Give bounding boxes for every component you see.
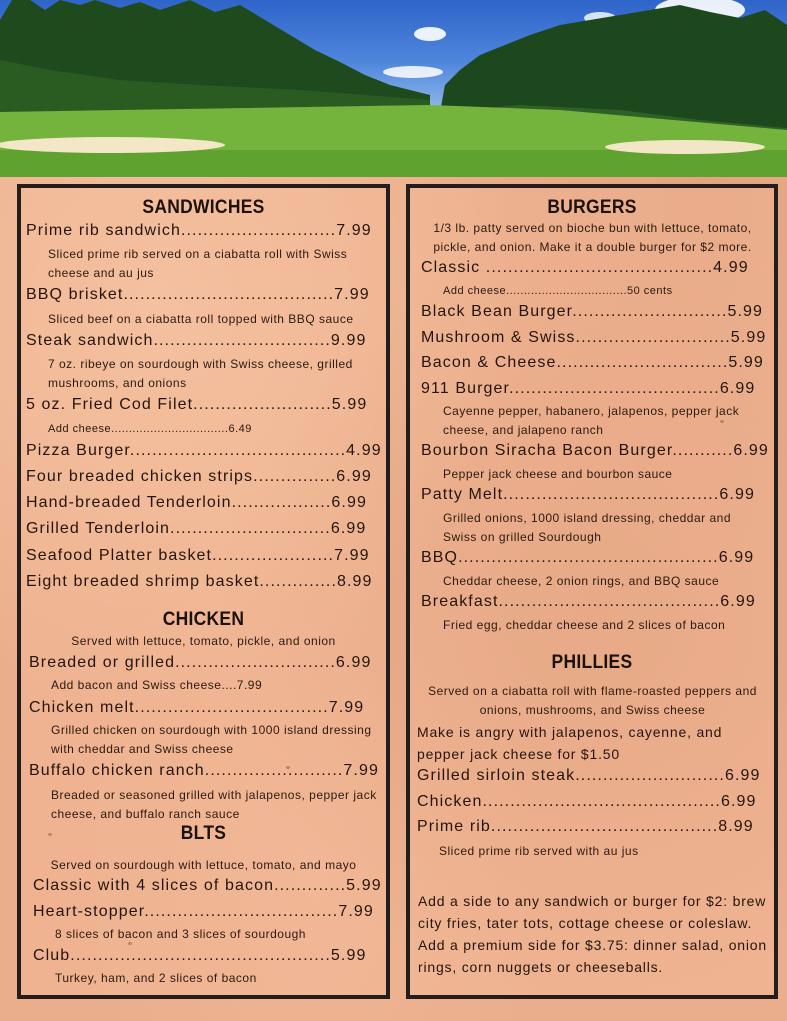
menu-item: Four breaded chicken strips...............6.99 bbox=[26, 468, 372, 485]
section-subtitle: Served on a ciabatta roll with flame-roasted peppers and onions, mushrooms, and Swiss cheese bbox=[428, 684, 757, 717]
menu-item: Heart-stopper...................................7.99 bbox=[33, 903, 374, 920]
menu-item-description: Sliced prime rib served on a ciabatta roll with Swiss cheese and au jus bbox=[48, 247, 348, 280]
menu-item-description: Pepper jack cheese and bourbon sauce bbox=[443, 467, 673, 481]
section-subtitle: Served on sourdough with lettuce, tomato, and mayo bbox=[50, 858, 357, 872]
menu-item-addon: Add bacon and Swiss cheese....7.99 bbox=[51, 678, 263, 692]
menu-item: Bourbon Siracha Bacon Burger...........6.99 bbox=[421, 442, 769, 459]
menu-item-description: Grilled onions, 1000 island dressing, cheddar and Swiss on grilled Sourdough bbox=[443, 511, 732, 544]
menu-item: Classic with 4 slices of bacon.............5.99 bbox=[33, 877, 382, 894]
menu-item: BBQ brisket......................................7.99 bbox=[26, 286, 370, 303]
menu-item-description: Breaded or seasoned grilled with jalapenos, pepper jack cheese, and buffalo ranch sauce bbox=[51, 788, 377, 821]
section-subtitle: 1/3 lb. patty served on bioche bun with lettuce, tomato, pickle, and onion. Make it a double burger for $2 more. bbox=[433, 221, 752, 254]
menu-item: Eight breaded shrimp basket..............8.99 bbox=[26, 573, 373, 590]
menu-item-description: Cayenne pepper, habanero, jalapenos, pepper jack cheese, and jalapeno ranch bbox=[443, 404, 740, 437]
menu-item-description: Cheddar cheese, 2 onion rings, and BBQ sauce bbox=[443, 574, 720, 588]
menu-item-description: 7 oz. ribeye on sourdough with Swiss cheese, grilled mushrooms, and onions bbox=[48, 357, 353, 390]
menu-item: Steak sandwich................................9.99 bbox=[26, 332, 367, 349]
menu-item: Seafood Platter basket......................7.99 bbox=[26, 547, 370, 564]
menu-item-description: 8 slices of bacon and 3 slices of sourdough bbox=[55, 927, 306, 941]
section-title-burgers: BURGERS bbox=[547, 197, 637, 218]
sides-note: Add a side to any sandwich or burger for $2: brew city fries, tater tots, cottage cheese or coleslaw. Add a premium side for $3.75: dinner salad, onion rings, corn nuggets or cheeseballs. bbox=[418, 893, 767, 975]
menu-item-description: Sliced beef on a ciabatta roll topped with BBQ sauce bbox=[48, 312, 354, 326]
menu-item: Pizza Burger.......................................4.99 bbox=[26, 442, 382, 459]
menu-item: Breakfast........................................6.99 bbox=[421, 593, 756, 610]
menu-item: BBQ...............................................6.99 bbox=[421, 549, 755, 566]
menu-item-description: Fried egg, cheddar cheese and 2 slices of bacon bbox=[443, 618, 726, 632]
section-title-chicken: CHICKEN bbox=[162, 609, 245, 630]
menu-item: Mushroom & Swiss............................5.99 bbox=[421, 329, 767, 346]
menu-item: Patty Melt.......................................6.99 bbox=[421, 486, 755, 503]
menu-item: Chicken...........................................6.99 bbox=[417, 793, 757, 810]
menu-item-addon: Add cheese.................................6.49 bbox=[48, 423, 252, 435]
section-title-phillies: PHILLIES bbox=[551, 652, 633, 673]
menu-item: Breaded or grilled.............................6.99 bbox=[29, 654, 372, 671]
section-title-blts: BLTS bbox=[180, 823, 227, 844]
menu-item: Black Bean Burger............................5.99 bbox=[421, 303, 764, 320]
menu-item-description: Sliced prime rib served with au jus bbox=[439, 844, 639, 858]
menu-item: Buffalo chicken ranch.........................7.99 bbox=[29, 762, 379, 779]
menu-item: Club...............................................5.99 bbox=[33, 947, 367, 964]
menu-item: Chicken melt...................................7.99 bbox=[29, 699, 365, 716]
section-subtitle: Served with lettuce, tomato, pickle, and onion bbox=[71, 634, 336, 648]
menu-item: Grilled sirloin steak...........................6.99 bbox=[417, 767, 761, 784]
menu-item: 911 Burger......................................6.99 bbox=[421, 380, 756, 397]
menu-item: Bacon & Cheese...............................5.99 bbox=[421, 354, 764, 371]
menu-item: Classic .........................................4.99 bbox=[421, 259, 749, 276]
phillies-addon-note: Make is angry with jalapenos, cayenne, and pepper jack cheese for $1.50 bbox=[417, 724, 723, 762]
section-title-sandwiches: SANDWICHES bbox=[142, 197, 265, 218]
menu-item-description: Turkey, ham, and 2 slices of bacon bbox=[55, 971, 257, 985]
menu-item: Prime rib.........................................8.99 bbox=[417, 818, 754, 835]
menu-item: Hand-breaded Tenderloin..................6.99 bbox=[26, 494, 367, 511]
golf-course-header-image bbox=[0, 0, 787, 177]
menu-item: 5 oz. Fried Cod Filet.........................5.99 bbox=[26, 396, 368, 413]
menu-item-addon: Add cheese..................................50 cents bbox=[443, 285, 673, 297]
menu-item: Grilled Tenderloin.............................6.99 bbox=[26, 520, 367, 537]
menu-item-description: Grilled chicken on sourdough with 1000 island dressing with cheddar and Swiss cheese bbox=[51, 723, 372, 756]
menu-item: Prime rib sandwich............................7.99 bbox=[26, 222, 372, 239]
